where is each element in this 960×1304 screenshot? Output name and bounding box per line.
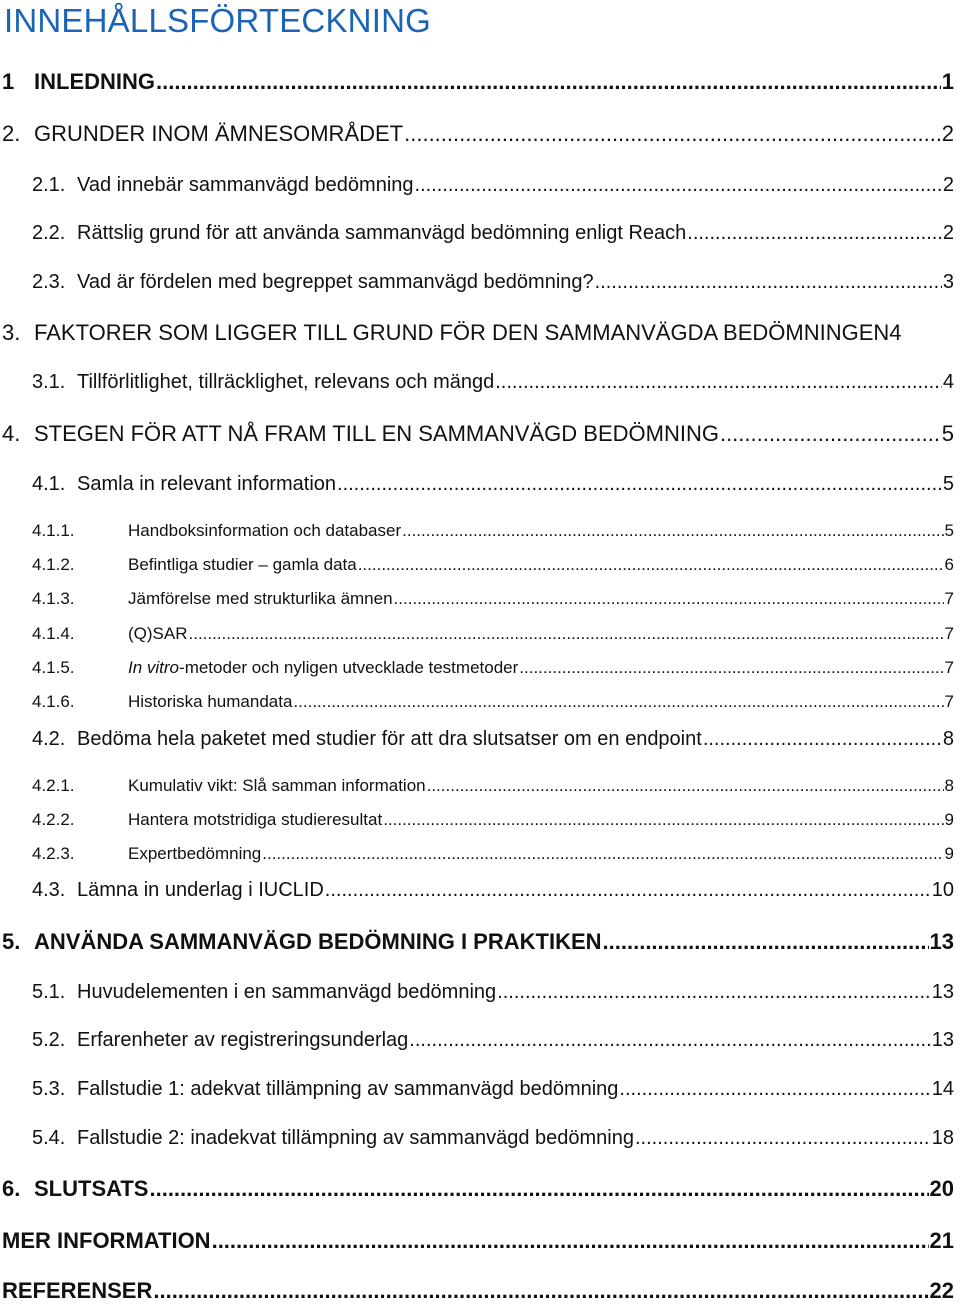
- toc-entry-number: 3.: [2, 320, 21, 345]
- toc-entry-referenser[interactable]: [2, 1278, 954, 1304]
- toc-entry-text: Expertbedömning: [128, 844, 262, 863]
- toc-entry-page: 3: [942, 271, 954, 293]
- toc-entry-5[interactable]: [2, 929, 954, 955]
- toc-entry-text: Kumulativ vikt: Slå samman information: [128, 776, 426, 795]
- toc-entry-text: Handboksinformation och databaser: [128, 521, 402, 540]
- toc-entry-page: 7: [944, 692, 954, 711]
- toc-entry-page: 21: [929, 1228, 954, 1253]
- toc-entry-3[interactable]: [2, 320, 954, 346]
- toc-entry-text-italic: In vitro: [128, 658, 180, 677]
- toc-entry-4-2-2[interactable]: [32, 810, 954, 830]
- toc-entry-number: 4.1.1.: [32, 521, 75, 540]
- toc-entry-page: 5: [941, 421, 954, 446]
- toc-leader-dots: [149, 1176, 928, 1202]
- toc-entry-4-1-4[interactable]: [32, 624, 954, 644]
- toc-entry-text: Fallstudie 2: inadekvat tillämpning av sammanvägd bedömning: [77, 1127, 634, 1149]
- toc-entry-number: 4.2.2.: [32, 810, 75, 829]
- toc-leader-dots: [495, 371, 942, 394]
- toc-entry-4-1-3[interactable]: [32, 589, 954, 609]
- toc-entry-text: SLUTSATS: [34, 1176, 149, 1201]
- toc-entry-page: 7: [944, 624, 954, 643]
- toc-leader-dots: [720, 421, 941, 447]
- toc-entry-4-2-1[interactable]: [32, 776, 954, 796]
- toc-entry-text: Bedöma hela paketet med studier för att dra slutsatser om en endpoint: [77, 728, 702, 750]
- toc-entry-6[interactable]: [2, 1176, 954, 1202]
- toc-entry-5-1[interactable]: [32, 981, 954, 1004]
- toc-leader-dots: [212, 1228, 929, 1254]
- toc-entry-number: 2.3.: [32, 271, 66, 293]
- toc-entry-page: 8: [944, 776, 954, 795]
- toc-entry-text: GRUNDER INOM ÄMNESOMRÅDET: [34, 121, 404, 146]
- toc-entry-page: 1: [941, 69, 954, 94]
- toc-leader-dots: [619, 1078, 930, 1101]
- toc-leader-dots: [402, 521, 943, 541]
- toc-entry-4-2[interactable]: [32, 728, 954, 751]
- toc-entry-page: 7: [944, 589, 954, 608]
- toc-entry-page: 13: [931, 981, 954, 1003]
- toc-leader-dots: [404, 121, 941, 147]
- toc-entry-number: 4.2.3.: [32, 844, 75, 863]
- toc-entry-text-rest: -metoder och nyligen utvecklade testmetoder: [179, 658, 519, 677]
- toc-entry-2-2[interactable]: [32, 222, 954, 245]
- toc-entry-text: ANVÄNDA SAMMANVÄGD BEDÖMNING I PRAKTIKEN: [34, 929, 602, 954]
- toc-entry-number: 5.1.: [32, 981, 66, 1003]
- toc-leader-dots: [337, 473, 942, 496]
- toc-entry-text: Tillförlitlighet, tillräcklighet, relevans och mängd: [77, 371, 495, 393]
- toc-entry-page: 5: [944, 521, 954, 540]
- toc-leader-dots: [687, 222, 942, 245]
- toc-entry-text: Lämna in underlag i IUCLID: [77, 879, 324, 901]
- toc-entry-4-1-5[interactable]: [32, 658, 954, 678]
- toc-entry-text: MER INFORMATION: [2, 1228, 211, 1253]
- toc-entry-text: INLEDNING: [34, 69, 155, 94]
- toc-entry-page: 4: [942, 371, 954, 393]
- toc-leader-dots: [703, 728, 942, 751]
- toc-leader-dots: [415, 174, 942, 197]
- toc-leader-dots: [595, 271, 942, 294]
- toc-entry-2-1[interactable]: [32, 174, 954, 197]
- toc-entry-text: Samla in relevant information: [77, 473, 337, 495]
- toc-entry-1[interactable]: [2, 69, 954, 95]
- toc-entry-5-3[interactable]: [32, 1078, 954, 1101]
- toc-entry-4-1-1[interactable]: [32, 521, 954, 541]
- toc-entry-text: [128, 658, 518, 678]
- toc-entry-4[interactable]: [2, 421, 954, 447]
- toc-entry-number: 4.2.1.: [32, 776, 75, 795]
- toc-entry-4-2-3[interactable]: [32, 844, 954, 864]
- toc-leader-dots: [497, 981, 931, 1004]
- toc-entry-number: 4.1.2.: [32, 555, 75, 574]
- toc-entry-page: 2: [942, 222, 954, 244]
- toc-leader-dots: [383, 810, 943, 830]
- toc-entry-page: 9: [944, 844, 954, 863]
- toc-entry-page: 2: [942, 174, 954, 196]
- toc-entry-text: Huvudelementen i en sammanvägd bedömning: [77, 981, 497, 1003]
- toc-entry-page: 7: [944, 658, 954, 677]
- toc-entry-number: 5.4.: [32, 1127, 66, 1149]
- toc-leader-dots: [394, 589, 944, 609]
- toc-entry-number: 5.3.: [32, 1078, 66, 1100]
- toc-entry-4-1[interactable]: [32, 473, 954, 496]
- toc-entry-number: 5.: [2, 929, 21, 954]
- toc-entry-number: 4.1.4.: [32, 624, 75, 643]
- toc-entry-5-2[interactable]: [32, 1029, 954, 1052]
- toc-entry-number: 1: [2, 69, 15, 94]
- toc-entry-text: Fallstudie 1: adekvat tillämpning av sammanvägd bedömning: [77, 1078, 619, 1100]
- toc-entry-text: Historiska humandata: [128, 692, 293, 711]
- toc-entry-number: 2.: [2, 121, 21, 146]
- toc-leader-dots: [427, 776, 944, 796]
- toc-leader-dots: [293, 692, 943, 712]
- toc-entry-mer-information[interactable]: [2, 1228, 954, 1254]
- toc-entry-4-1-2[interactable]: [32, 555, 954, 575]
- toc-leader-dots: [358, 555, 944, 575]
- toc-entry-text: Befintliga studier – gamla data: [128, 555, 357, 574]
- toc-entry-page: 8: [942, 728, 954, 750]
- toc-leader-dots: [189, 624, 944, 644]
- toc-entry-text: (Q)SAR: [128, 624, 188, 643]
- toc-leader-dots: [603, 929, 929, 955]
- toc-entry-2[interactable]: [2, 121, 954, 147]
- toc-entry-page: 13: [931, 1029, 954, 1051]
- toc-entry-4-3[interactable]: [32, 879, 954, 902]
- toc-leader-dots: [409, 1029, 930, 1052]
- toc-leader-dots: [325, 879, 931, 902]
- toc-entry-page: 10: [931, 879, 954, 901]
- toc-entry-number: 3.1.: [32, 371, 66, 393]
- toc-entry-number: 4.1.6.: [32, 692, 75, 711]
- toc-entry-2-3[interactable]: [32, 271, 954, 294]
- toc-entry-page: 18: [931, 1127, 954, 1149]
- toc-entry-text: Rättslig grund för att använda sammanvägd bedömning enligt Reach: [77, 222, 687, 244]
- toc-entry-number: 4.3.: [32, 879, 66, 901]
- toc-leader-dots: [153, 1278, 928, 1304]
- toc-title: INNEHÅLLSFÖRTECKNING: [4, 2, 431, 39]
- toc-entry-text: FAKTORER SOM LIGGER TILL GRUND FÖR DEN SAMMANVÄGDA BEDÖMNINGEN: [34, 320, 890, 345]
- toc-entry-number: 4.1.5.: [32, 658, 75, 677]
- toc-entry-number: 4.1.3.: [32, 589, 75, 608]
- toc-entry-page: 2: [941, 121, 954, 146]
- toc-leader-dots: [156, 69, 941, 95]
- toc-entry-page: 5: [942, 473, 954, 495]
- toc-entry-page: 20: [929, 1176, 954, 1201]
- toc-entry-text: Erfarenheter av registreringsunderlag: [77, 1029, 409, 1051]
- toc-entry-page: 9: [944, 810, 954, 829]
- toc-leader-dots: [635, 1127, 931, 1150]
- toc-leader-dots: [262, 844, 943, 864]
- toc-entry-text: Vad är fördelen med begreppet sammanvägd bedömning?: [77, 271, 594, 293]
- toc-entry-number: 4.: [2, 421, 21, 446]
- toc-entry-text: Hantera motstridiga studieresultat: [128, 810, 383, 829]
- toc-entry-number: 2.2.: [32, 222, 66, 244]
- toc-entry-4-1-6[interactable]: [32, 692, 954, 712]
- toc-entry-number: 6.: [2, 1176, 21, 1201]
- toc-entry-page: 6: [944, 555, 954, 574]
- toc-entry-page: 14: [931, 1078, 954, 1100]
- toc-entry-5-4[interactable]: [32, 1127, 954, 1150]
- toc-entry-text: Jämförelse med strukturlika ämnen: [128, 589, 393, 608]
- toc-entry-text: REFERENSER: [2, 1278, 153, 1303]
- toc-entry-number: 4.1.: [32, 473, 66, 495]
- toc-entry-number: 5.2.: [32, 1029, 66, 1051]
- toc-entry-number: 2.1.: [32, 174, 66, 196]
- toc-entry-text: STEGEN FÖR ATT NÅ FRAM TILL EN SAMMANVÄGD BEDÖMNING: [34, 421, 719, 446]
- toc-entry-number: 4.2.: [32, 728, 66, 750]
- toc-entry-3-1[interactable]: [32, 371, 954, 394]
- toc-entry-page: 13: [929, 929, 954, 954]
- toc-leader-dots: [519, 658, 943, 678]
- toc-entry-page: 22: [929, 1278, 954, 1303]
- toc-entry-page: 4: [889, 320, 902, 345]
- toc-entry-text: Vad innebär sammanvägd bedömning: [77, 174, 414, 196]
